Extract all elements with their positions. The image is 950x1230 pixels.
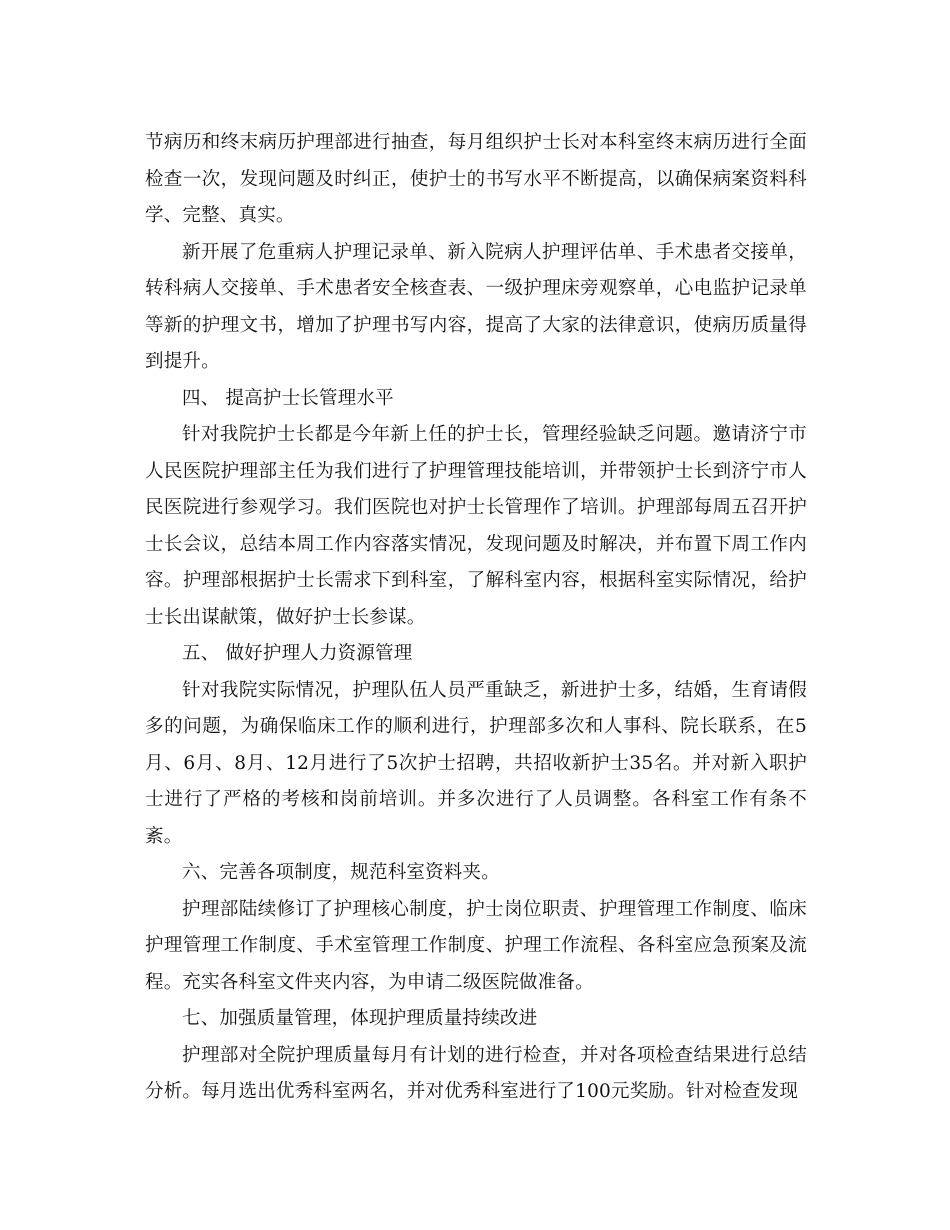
heading-section-five: 五、 做好护理人力资源管理 — [182, 643, 413, 664]
paragraph-head-nurse-management: 针对我院护士长都是今年新上任的护士长，管理经验缺乏问题。邀请济宁市人民医院护理部主任为我们进行了护理管理技能培训，并带领护士长到济宁市人民医院进行参观学习。我们医院也对护士长管理作了培训。护理部每周五召开护士长会议，总结本周工作内容落实情况，发现问题及时解决，并布置下周工作内容。护理部根据护士长需求下到科室，了解科室内容，根据科室实际情况，给护士长出谋献策，做好护士长参谋。 — [145, 424, 807, 628]
paragraph-medical-record-check: 节病历和终末病历护理部进行抽查，每月组织护士长对本科室终末病历进行全面检查一次，发现问题及时纠正，使护士的书写水平不断提高，以确保病案资料科学、完整、真实。 — [145, 132, 807, 226]
heading-section-six: 六、完善各项制度，规范科室资料夹。 — [182, 862, 500, 883]
heading-section-seven: 七、加强质量管理，体现护理质量持续改进 — [182, 1008, 538, 1029]
paragraph-new-nursing-documents: 新开展了危重病人护理记录单、新入院病人护理评估单、手术患者交接单，转科病人交接单、手术患者安全核查表、一级护理床旁观察单，心电监护记录单等新的护理文书，增加了护理书写内容，提高了大家的法律意识，使病历质量得到提升。 — [145, 241, 807, 372]
paragraph-human-resources: 针对我院实际情况，护理队伍人员严重缺乏，新进护士多，结婚，生育请假多的问题，为确保临床工作的顺利进行，护理部多次和人事科、院长联系，在5月、6月、8月、12月进行了5次护士招聘，共招收新护士35名。并对新入职护士进行了严格的考核和岗前培训。并多次进行了人员调整。各科室工作有条不紊。 — [145, 679, 807, 847]
paragraph-quality-management: 护理部对全院护理质量每月有计划的进行检查，并对各项检查结果进行总结分析。每月选出优秀科室两名，并对优秀科室进行了100元奖励。针对检查发现 — [145, 1044, 807, 1102]
document-body — [145, 125, 807, 1111]
heading-section-four: 四、 提高护士长管理水平 — [182, 387, 394, 409]
paragraph-systems-improvement: 护理部陆续修订了护理核心制度，护士岗位职责、护理管理工作制度、临床护理管理工作制度、手术室管理工作制度、护理工作流程、各科室应急预案及流程。充实各科室文件夹内容，为申请二级医院做准备。 — [145, 898, 807, 993]
